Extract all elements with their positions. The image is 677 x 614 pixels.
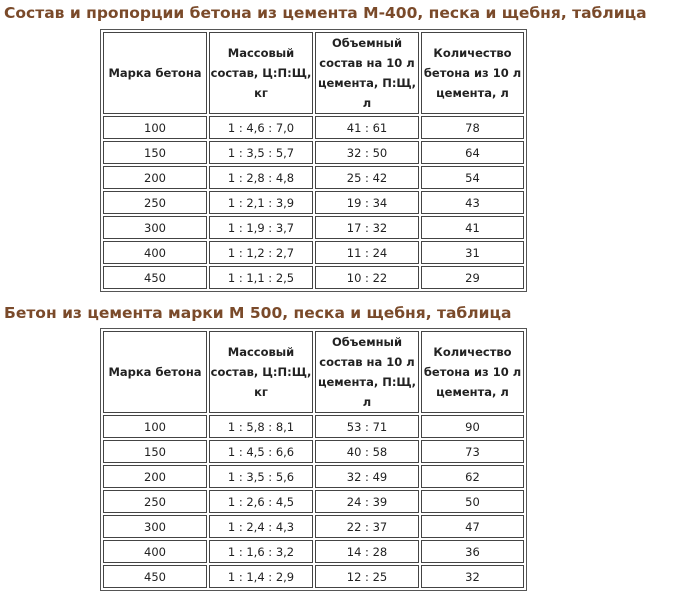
table-row: [103, 490, 524, 513]
table-body: [103, 415, 524, 588]
table-row: [103, 141, 524, 164]
header-concrete-yield: Количество бетона из 10 л цемента, л: [421, 32, 524, 114]
cell-grade: 450: [103, 565, 207, 588]
cell-grade: 250: [103, 191, 207, 214]
cell-volume-ratio: 41 : 61: [315, 116, 419, 139]
cell-volume-ratio: 17 : 32: [315, 216, 419, 239]
section-title-m500: Бетон из цемента марки М 500, песка и щебня, таблица: [4, 304, 512, 322]
cell-yield: 64: [421, 141, 524, 164]
cell-grade: 400: [103, 241, 207, 264]
cell-yield: 47: [421, 515, 524, 538]
cell-volume-ratio: 25 : 42: [315, 166, 419, 189]
cell-volume-ratio: 19 : 34: [315, 191, 419, 214]
table-row: [103, 116, 524, 139]
table-row: [103, 465, 524, 488]
cell-grade: 300: [103, 216, 207, 239]
cell-yield: 32: [421, 565, 524, 588]
cell-mass-ratio: 1 : 4,5 : 6,6: [209, 440, 313, 463]
cell-volume-ratio: 12 : 25: [315, 565, 419, 588]
header-mass-composition: Массовый состав, Ц:П:Щ, кг: [209, 331, 313, 413]
cell-volume-ratio: 14 : 28: [315, 540, 419, 563]
cell-mass-ratio: 1 : 3,5 : 5,7: [209, 141, 313, 164]
cell-grade: 100: [103, 415, 207, 438]
cell-yield: 73: [421, 440, 524, 463]
cell-yield: 90: [421, 415, 524, 438]
cell-volume-ratio: 32 : 49: [315, 465, 419, 488]
table-row: [103, 515, 524, 538]
cell-grade: 100: [103, 116, 207, 139]
header-volume-composition: Объемный состав на 10 л цемента, П:Щ, л: [315, 331, 419, 413]
table-row: [103, 415, 524, 438]
cell-yield: 62: [421, 465, 524, 488]
header-grade: Марка бетона: [103, 32, 207, 114]
cell-yield: 41: [421, 216, 524, 239]
table-m400: [100, 29, 527, 292]
cell-volume-ratio: 53 : 71: [315, 415, 419, 438]
cell-grade: 400: [103, 540, 207, 563]
cell-mass-ratio: 1 : 1,2 : 2,7: [209, 241, 313, 264]
cell-mass-ratio: 1 : 1,4 : 2,9: [209, 565, 313, 588]
cell-volume-ratio: 24 : 39: [315, 490, 419, 513]
cell-mass-ratio: 1 : 4,6 : 7,0: [209, 116, 313, 139]
cell-yield: 36: [421, 540, 524, 563]
cell-volume-ratio: 40 : 58: [315, 440, 419, 463]
header-mass-composition: Массовый состав, Ц:П:Щ, кг: [209, 32, 313, 114]
table-header-row: [103, 32, 524, 114]
cell-volume-ratio: 22 : 37: [315, 515, 419, 538]
table-row: [103, 216, 524, 239]
cell-mass-ratio: 1 : 2,6 : 4,5: [209, 490, 313, 513]
header-concrete-yield: Количество бетона из 10 л цемента, л: [421, 331, 524, 413]
cell-grade: 300: [103, 515, 207, 538]
cell-mass-ratio: 1 : 1,9 : 3,7: [209, 216, 313, 239]
cell-yield: 29: [421, 266, 524, 289]
cell-yield: 54: [421, 166, 524, 189]
table-row: [103, 440, 524, 463]
cell-mass-ratio: 1 : 2,8 : 4,8: [209, 166, 313, 189]
section-title-m400: Состав и пропорции бетона из цемента М-400, песка и щебня, таблица: [4, 4, 647, 22]
cell-yield: 43: [421, 191, 524, 214]
cell-volume-ratio: 32 : 50: [315, 141, 419, 164]
cell-grade: 250: [103, 490, 207, 513]
table-row: [103, 540, 524, 563]
table-row: [103, 191, 524, 214]
cell-grade: 200: [103, 166, 207, 189]
table-row: [103, 166, 524, 189]
cell-yield: 50: [421, 490, 524, 513]
cell-volume-ratio: 10 : 22: [315, 266, 419, 289]
header-volume-composition: Объемный состав на 10 л цемента, П:Щ, л: [315, 32, 419, 114]
cell-grade: 150: [103, 141, 207, 164]
table-body: [103, 116, 524, 289]
table-row: [103, 266, 524, 289]
cell-volume-ratio: 11 : 24: [315, 241, 419, 264]
cell-mass-ratio: 1 : 1,6 : 3,2: [209, 540, 313, 563]
cell-yield: 31: [421, 241, 524, 264]
cell-mass-ratio: 1 : 5,8 : 8,1: [209, 415, 313, 438]
table-header-row: [103, 331, 524, 413]
table-row: [103, 565, 524, 588]
cell-mass-ratio: 1 : 2,1 : 3,9: [209, 191, 313, 214]
cell-yield: 78: [421, 116, 524, 139]
cell-mass-ratio: 1 : 3,5 : 5,6: [209, 465, 313, 488]
cell-grade: 200: [103, 465, 207, 488]
cell-grade: 450: [103, 266, 207, 289]
cell-grade: 150: [103, 440, 207, 463]
table-row: [103, 241, 524, 264]
cell-mass-ratio: 1 : 1,1 : 2,5: [209, 266, 313, 289]
table-m500: [100, 328, 527, 591]
header-grade: Марка бетона: [103, 331, 207, 413]
cell-mass-ratio: 1 : 2,4 : 4,3: [209, 515, 313, 538]
